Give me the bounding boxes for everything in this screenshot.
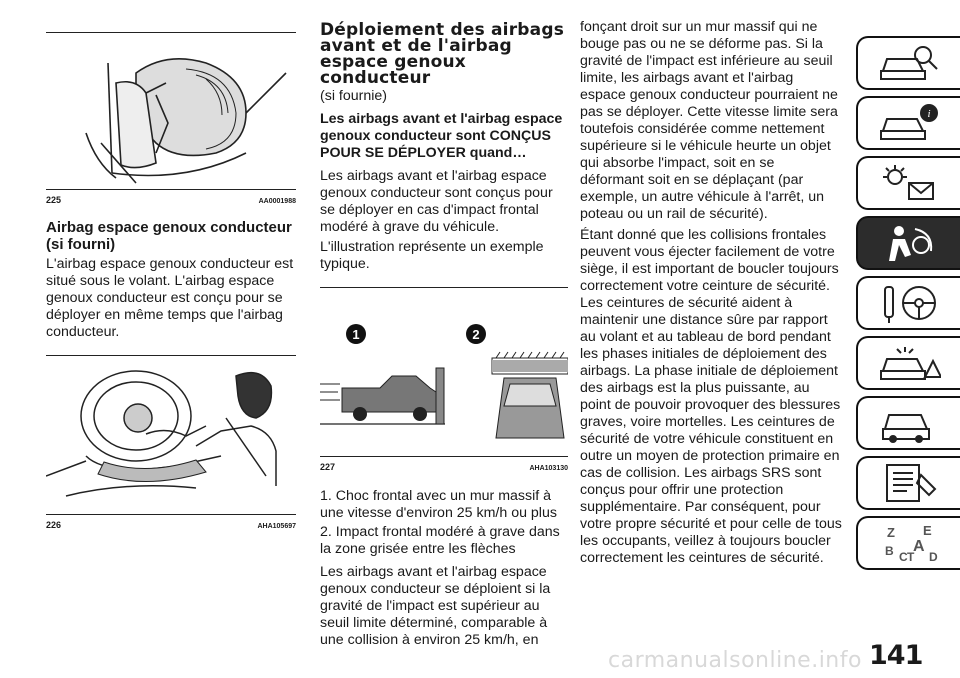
- svg-text:A: A: [913, 538, 925, 555]
- figure-number: 226: [46, 520, 62, 530]
- tab-warning-lights[interactable]: [856, 156, 960, 210]
- section-heading: Airbag espace genoux conducteur (si fourni): [46, 219, 292, 253]
- svg-text:C: C: [899, 550, 908, 564]
- section-heading: Déploiement des airbags avant et de l'airbag espace genoux conducteur: [320, 20, 565, 88]
- chapter-sidebar: [856, 36, 960, 576]
- figure-number: 225: [46, 195, 62, 205]
- car-info-icon: [877, 101, 941, 145]
- body-paragraph: L'illustration représente un exemple typique.: [320, 239, 544, 272]
- svg-text:B: B: [885, 544, 894, 558]
- bold-paragraph: Les airbags avant et l'airbag espace genoux conducteur sont CONÇUS POUR SE DÉPLOYER quand…: [320, 111, 563, 161]
- impact-zone-diagram: [492, 352, 568, 438]
- body-paragraph: Les airbags avant et l'airbag espace genoux conducteur se déploient si la gravité de l'impact est supérieur au seuil limite déterminé, comparable à une collision à environ 25 km/h, en: [320, 564, 551, 648]
- tab-index[interactable]: [856, 516, 960, 570]
- tab-car-breakdown[interactable]: [856, 336, 960, 390]
- warning-lights-icon: [877, 161, 941, 205]
- section-subheading: (si fournie): [320, 88, 388, 104]
- car-search-icon: [877, 41, 941, 85]
- svg-text:T: T: [907, 550, 915, 564]
- svg-text:E: E: [923, 523, 932, 538]
- figure-226: [46, 355, 296, 515]
- page-number: 141: [869, 640, 923, 671]
- knee-airbag-seat-illustration: [46, 33, 296, 189]
- watermark: carmanualsonline.info: [608, 648, 862, 673]
- list-item: [320, 488, 568, 522]
- body-paragraph: Les airbags avant et l'airbag espace genoux conducteur sont conçus pour se déployer en cas d'impact frontal modéré à grave du véhicule.: [320, 168, 553, 235]
- tab-car-search[interactable]: [856, 36, 960, 90]
- body-paragraph: Étant donné que les collisions frontales peuvent vous éjecter facilement de votre siège, il est important de boucler toujours correctement votre ceinture de sécurité. Les ceintures de sécurité aident à maintenir une distance sûre par rapport au volant et au tableau de bord pendant les phases initiales de déploiement des airbags. La phase initiale de déploiement des airbags est la plus puissante, au point de pouvoir provoquer des blessures graves, voire mortelles. Les ceintures de sécurité de votre véhicule constituent en outre un moyen de protection primaire en cas de collision. Les airbags SRS sont conçus pour offrir une protection supplémentaire. Par conséquent, pour votre propre sécurité et pour celle de tous les occupants, veillez à toujours boucler correctement les ceintures de sécurité.: [580, 227, 842, 566]
- body-paragraph: L'airbag espace genoux conducteur est situé sous le volant. L'airbag espace genoux conducteur est conçu pour se déployer en même temps que l'airbag conducteur.: [46, 256, 294, 340]
- airbag-safety-icon: [877, 221, 941, 265]
- tab-key-steering[interactable]: [856, 276, 960, 330]
- index-letters-icon: [877, 521, 941, 565]
- figure-code: AHA105697: [257, 523, 296, 530]
- marker-1: [346, 324, 366, 344]
- tab-specifications[interactable]: [856, 456, 960, 510]
- svg-text:i: i: [927, 108, 931, 120]
- tab-car-service[interactable]: [856, 396, 960, 450]
- specifications-list-icon: [877, 461, 941, 505]
- figure-code: AHA103130: [529, 465, 568, 472]
- list-item: [320, 524, 568, 558]
- key-steering-wheel-icon: [877, 281, 941, 325]
- car-service-icon: [877, 401, 941, 445]
- column-2: [320, 22, 568, 649]
- svg-text:D: D: [929, 550, 938, 564]
- svg-text:2: 2: [472, 327, 480, 342]
- svg-text:1: 1: [352, 327, 360, 342]
- list-item-text: 2. Impact frontal modéré à grave dans la zone grisée entre les flèches: [320, 524, 560, 557]
- marker-2: [466, 324, 486, 344]
- frontal-impact-illustration: [320, 288, 568, 456]
- driver-knee-airbag-illustration: [46, 356, 296, 514]
- figure-225: [46, 32, 296, 190]
- figure-caption: [46, 520, 296, 532]
- truck-hitting-wall: [320, 368, 445, 424]
- column-1: [46, 32, 296, 532]
- figure-number: 227: [320, 462, 336, 472]
- tab-airbag-safety[interactable]: [856, 216, 960, 270]
- tab-car-info[interactable]: [856, 96, 960, 150]
- figure-227: [320, 287, 568, 457]
- svg-text:Z: Z: [887, 525, 895, 540]
- column-3: [580, 16, 842, 567]
- figure-caption: [320, 462, 568, 474]
- figure-caption: [46, 195, 296, 207]
- list-item-text: 1. Choc frontal avec un mur massif à une vitesse d'environ 25 km/h ou plus: [320, 488, 557, 521]
- figure-code: AA0001988: [258, 198, 296, 205]
- car-breakdown-icon: [877, 341, 941, 385]
- body-paragraph: fonçant droit sur un mur massif qui ne bouge pas ou ne se déforme pas. Si la gravité de l'impact est inférieure au seuil limite, les airbags avant et l'airbag espace genoux conducteur pourraient ne pas se déployer. Cette vitesse limite sera toutefois considérée comme nettement supérieure si le véhicule heurte un objet qui absorbe l'impact, soit en se déformant soit en se déplaçant (par exemple, un autre véhicule à l'arrêt, un poteau ou un rail de sécurité).: [580, 19, 838, 222]
